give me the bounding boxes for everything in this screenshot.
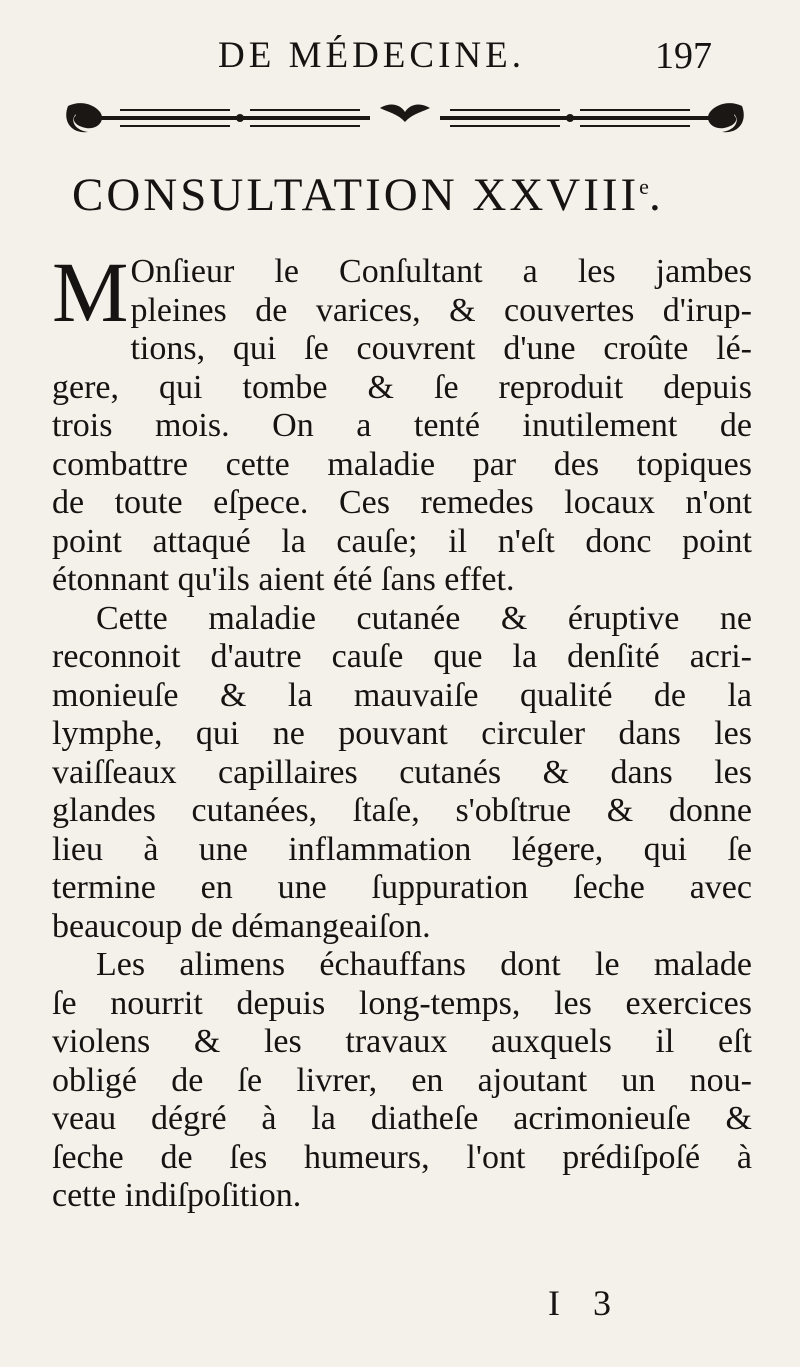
text-line: de toute eſpece. Ces remedes locaux n'ont [52,484,752,521]
drop-cap: M [52,244,129,340]
text-line: veau dégré à la diatheſe acrimonieuſe & [52,1100,752,1137]
running-title: DE MÉDECINE. [218,35,525,76]
text-line: monieuſe & la mauvaiſe qualité de la [52,676,752,714]
page-number: 197 [655,35,712,77]
text-line: point attaqué la cauſe; il n'eſt donc point [52,522,752,560]
signature-mark: I 3 [548,1283,623,1323]
text-line: ſeche de ſes humeurs, l'ont prédiſpoſé à [52,1138,752,1176]
text-line: termine en une ſuppuration ſeche avec [52,869,752,906]
text-line: glandes cutanées, ſtaſe, s'obſtrue & donne [52,792,752,829]
text-line: Onſieur le Conſultant a les jambes [130,253,752,290]
text-line: combattre cette maladie par des topiques [52,445,752,483]
heading-period: . [648,169,664,221]
text-line: lymphe, qui ne pouvant circuler dans les [52,715,752,752]
text-line: cette indiſpoſition. [52,1177,302,1214]
body-text [52,244,752,1216]
text-line: Les alimens échauffans dont le malade [96,946,752,983]
consultation-heading [72,168,762,222]
text-line: ſe nourrit depuis long-temps, les exercices [52,984,752,1022]
decorative-head-band-icon [60,98,750,138]
heading-superscript: e [639,174,649,199]
text-line: reconnoit d'autre cauſe que la denſité acri- [52,638,752,675]
running-head [0,34,800,84]
text-line: lieu à une inflammation légere, qui ſe [52,830,752,868]
text-line: étonnant qu'ils aient été ſans effet. [52,561,515,598]
text-line: trois mois. On a tenté inutilement de [52,407,752,444]
text-line: Cette maladie cutanée & éruptive ne [96,599,752,637]
text-line: violens & les travaux auxquels il eſt [52,1023,752,1060]
text-line: obligé de ſe livrer, en ajoutant un nou- [52,1061,752,1099]
text-line: gere, qui tombe & ſe reproduit depuis [52,368,752,406]
text-line: beaucoup de démangeaiſon. [52,907,431,945]
text-line: vaiſſeaux capillaires cutanés & dans les [52,753,752,791]
text-line: tions, qui ſe couvrent d'une croûte lé- [130,330,752,367]
text-line: pleines de varices, & couvertes d'irup- [130,291,752,329]
heading-text: CONSULTATION XXVIII [72,169,640,221]
